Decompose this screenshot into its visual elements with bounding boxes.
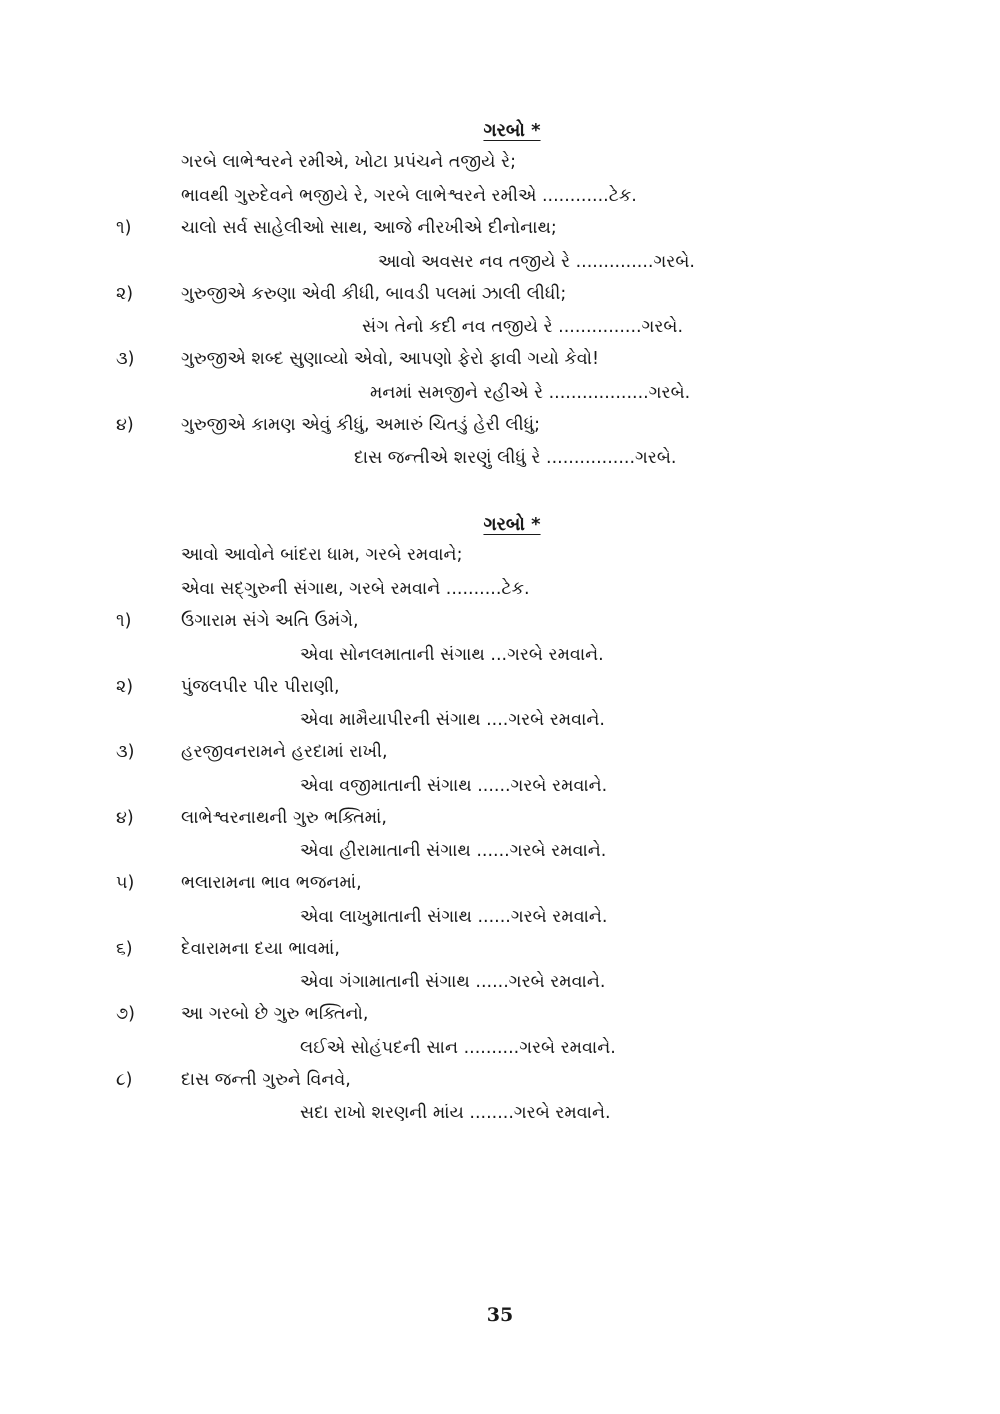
refrain-line: એવા સદ્‌ગુરુની સંગાથ, ગરબે રમવાને ..........ટેક. [181,579,530,599]
verse-line: ગુરુજીએ કામણ એવું કીધું, અમારું ચિતડું હેરી લીધું; [181,415,541,435]
verse-line-indented: લઈએ સોહંપદની સાન ..........ગરબે રમવાને. [300,1038,616,1058]
verse-number: ૩) [116,742,135,762]
verse-number: ૬) [116,939,133,959]
verse-number: ૭) [116,1004,135,1024]
verse-line-indented: એવા ગંગામાતાની સંગાથ ......ગરબે રમવાને. [300,972,606,992]
verse-number: ૫) [116,873,135,893]
verse-line: દેવારામના દયા ભાવમાં, [181,939,340,959]
song-title: ગરબો * [483,120,541,141]
song-title: ગરબો * [483,514,541,535]
verse-number: ૨) [116,677,134,697]
verse-line-indented: એવા હીરામાતાની સંગાથ ......ગરબે રમવાને. [300,841,607,861]
verse-line: ગુરુજીએ કરુણા એવી કીધી, બાવડી પલમાં ઝાલી લીધી; [181,284,567,304]
verse-line-indented: મનમાં સમજીને રહીએ રે ..................ગરબે. [370,383,691,403]
verse-number: ૨) [116,284,134,304]
verse-number: ૪) [116,808,134,828]
verse-line-indented: સંગ તેનો કદી નવ તજીયે રે ...............ગરબે. [362,317,684,337]
verse-number: ૩) [116,349,135,369]
verse-number: ૧) [116,611,132,631]
verse-line-indented: એવા મામૈયાપીરની સંગાથ ....ગરબે રમવાને. [300,710,605,730]
verse-line: ભલારામના ભાવ ભજનમાં, [181,873,362,893]
verse-line: ઉગારામ સંગે અતિ ઉમંગે, [181,611,359,631]
verse-line: લાભેશ્વરનાથની ગુરુ ભક્તિમાં, [181,808,387,828]
verse-number: ૮) [116,1070,133,1090]
verse-number: ૧) [116,218,132,238]
verse-line: ચાલો સર્વ સાહેલીઓ સાથ, આજે નીરખીએ દીનોનાથ; [181,218,557,238]
verse-line: ગુરુજીએ શબ્દ સુણાવ્યો એવો, આપણો ફેરો ફાવી ગયો કેવો! [181,349,600,369]
verse-line-indented: સદા રાખો શરણની માંય ........ગરબે રમવાને. [300,1103,611,1123]
verse-line-indented: એવા સોનલમાતાની સંગાથ ...ગરબે રમવાને. [300,645,604,665]
refrain-line: આવો આવોને બાંદરા ધામ, ગરબે રમવાને; [181,545,463,565]
verse-line: દાસ જન્તી ગુરુને વિનવે, [181,1070,351,1090]
verse-line-indented: આવો અવસર નવ તજીયે રે ..............ગરબે. [378,252,695,272]
page-number: 35 [486,1304,514,1326]
verse-number: ૪) [116,415,134,435]
verse-line: આ ગરબો છે ગુરુ ભક્તિનો, [181,1004,369,1024]
verse-line: પુંજલપીર પીર પીરાણી, [181,677,340,697]
refrain-line: ભાવથી ગુરુદેવને ભજીયે રે, ગરબે લાભેશ્વરને રમીએ ............ટેક. [181,186,637,206]
verse-line: હરજીવનરામને હરદામાં રાખી, [181,742,388,762]
verse-line-indented: દાસ જન્તીએ શરણું લીધું રે ................ગરબે. [354,448,677,468]
verse-line-indented: એવા લાખુમાતાની સંગાથ ......ગરબે રમવાને. [300,907,608,927]
verse-line-indented: એવા વજીમાતાની સંગાથ ......ગરબે રમવાને. [300,776,608,796]
refrain-line: ગરબે લાભેશ્વરને રમીએ, ખોટા પ્રપંચને તજીયે રે; [181,152,516,172]
